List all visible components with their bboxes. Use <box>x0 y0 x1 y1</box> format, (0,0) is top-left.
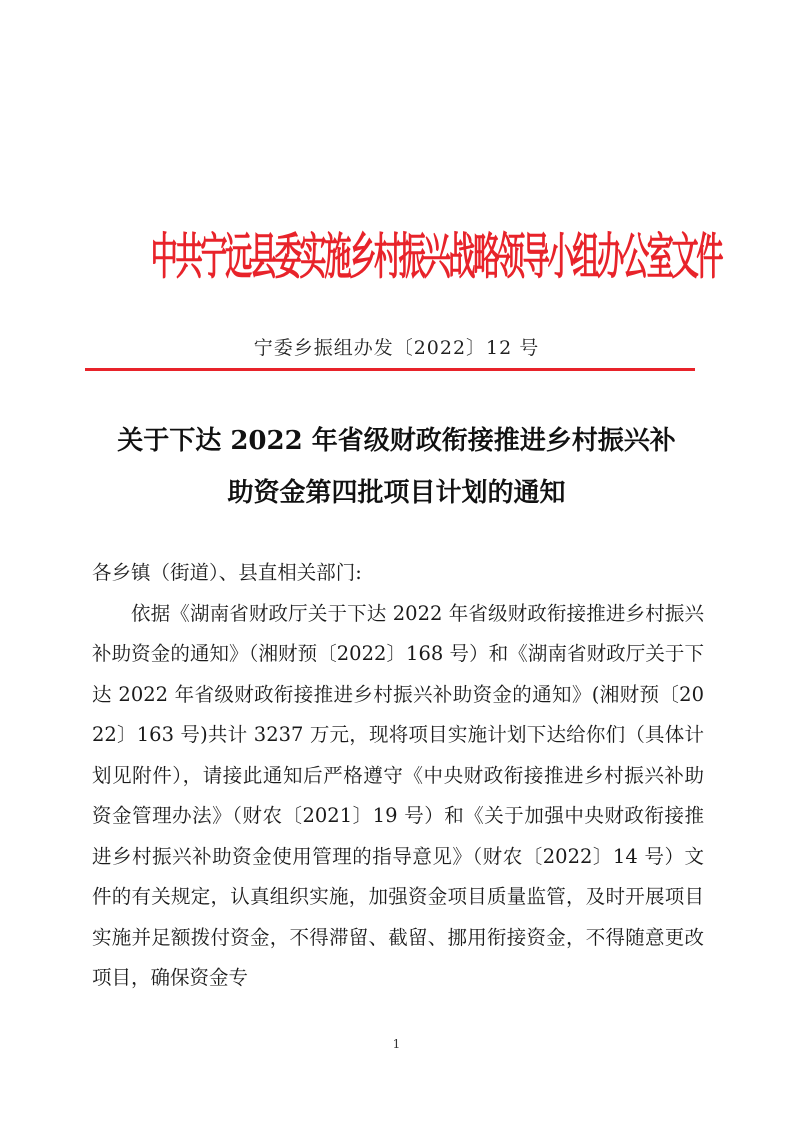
document-title <box>60 415 733 519</box>
document-masthead: 中共宁远县委实施乡村振兴战略领导小组办公室文件 <box>150 228 722 286</box>
red-divider-line <box>85 368 695 371</box>
document-number: 宁委乡振组办发〔2022〕12 号 <box>253 337 540 359</box>
body-paragraph: 依据《湖南省财政厅关于下达 2022 年省级财政衔接推进乡村振兴补助资金的通知》（湘财预〔2022〕168 号）和《湖南省财政厅关于下达 2022 年省级财政衔接推进乡村振兴补助资金的通知》(湘财预〔2022〕163 号)共计 3237 万元，现将项目实施计划下达给你们（具体计划见附件），请接此通知后严格遵守《中央财政衔接推进乡村振兴补助资金管理办法》（财农〔2021〕19 号）和《关于加强中央财政衔接推进乡村振兴补助资金使用管理的指导意见》（财农〔2022〕14 号）文件的有关规定，认真组织实施，加强资金项目质量监管，及时开展项目实施并足额拨付资金，不得滞留、截留、挪用衔接资金，不得随意更改项目，确保资金专 <box>92 601 704 989</box>
document-body <box>92 553 704 999</box>
greeting-line: 各乡镇（街道）、县直相关部门: <box>92 561 362 584</box>
title-line-2: 助资金第四批项目计划的通知 <box>227 478 566 508</box>
page-number: 1 <box>392 1037 401 1051</box>
title-line-1: 关于下达 2022 年省级财政衔接推进乡村振兴补 <box>117 426 676 456</box>
